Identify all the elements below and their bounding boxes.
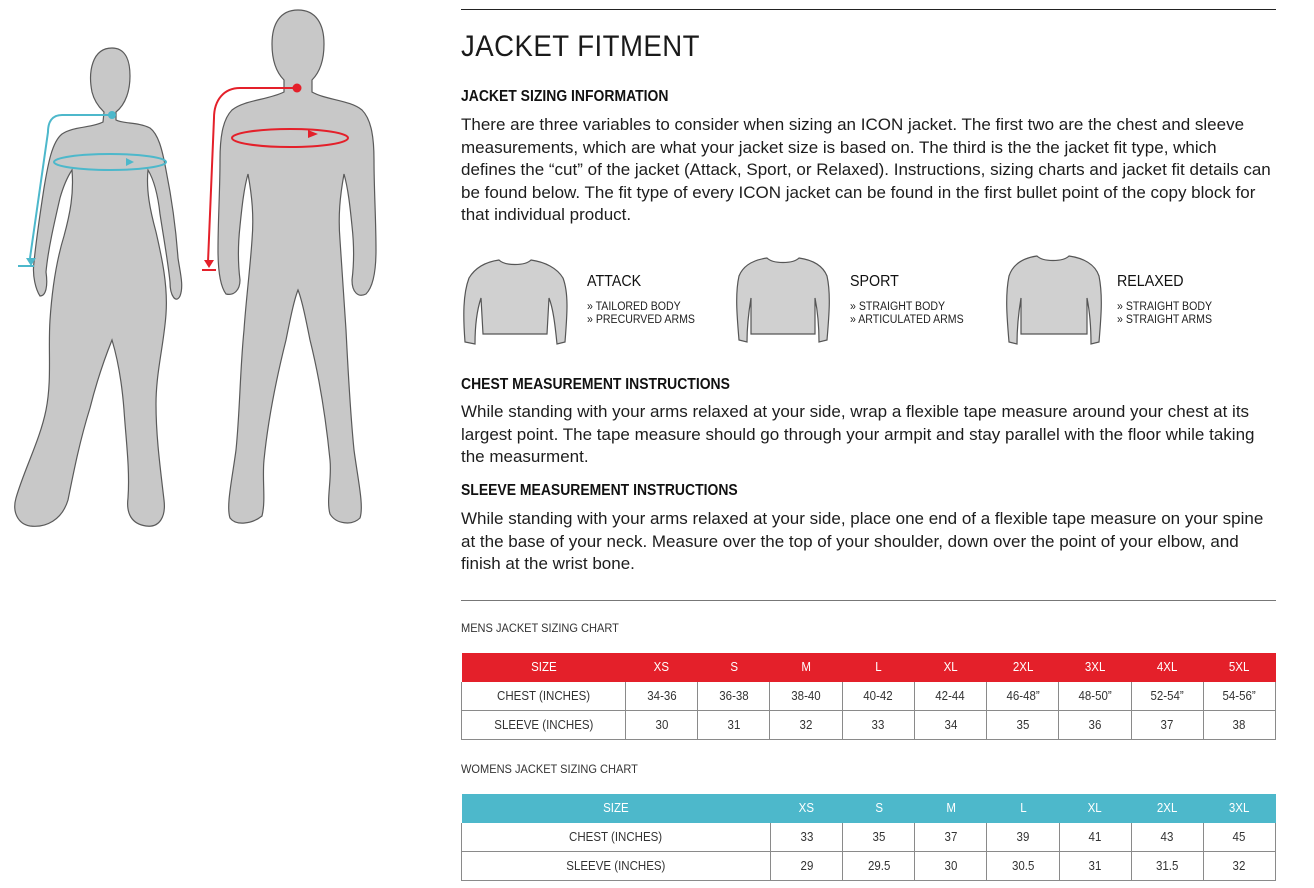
cell-text: L	[1019, 801, 1027, 815]
table-cell	[1203, 682, 1275, 711]
cell-text: 30	[655, 718, 669, 732]
table-header-row	[462, 653, 1276, 682]
table-cell	[987, 682, 1059, 711]
cell-text: 30.5	[1011, 859, 1035, 873]
fit-bullet: » STRAIGHT BODY	[850, 301, 946, 313]
table-cell	[843, 794, 915, 823]
cell-text: 32	[1233, 859, 1246, 873]
cell-text: 31.5	[1156, 859, 1179, 873]
cell-text: 36	[1088, 718, 1102, 732]
cell-text: 41	[1088, 830, 1102, 844]
cell-text: 29.5	[867, 859, 890, 873]
cell-text: 36-38	[719, 689, 749, 703]
table-cell	[626, 653, 698, 682]
table-cell	[1203, 823, 1275, 852]
cell-text: 48-50”	[1078, 689, 1112, 703]
cell-text: CHEST (INCHES)	[496, 689, 591, 703]
cell-text: M	[801, 660, 811, 674]
cell-text: XS	[798, 801, 815, 815]
jacket-attack-icon	[461, 254, 571, 350]
table-cell	[771, 823, 843, 852]
table-cell	[771, 794, 843, 823]
table-cell	[987, 852, 1059, 881]
table-row	[462, 823, 1276, 852]
cell-text: M	[946, 801, 956, 815]
row-label-cell	[462, 794, 771, 823]
cell-text: 3XL	[1084, 660, 1106, 674]
table-cell	[698, 653, 770, 682]
cell-text: 37	[1160, 718, 1174, 732]
table-cell	[1059, 794, 1131, 823]
table-cell	[1059, 823, 1131, 852]
cell-text: XL	[1088, 801, 1103, 815]
fit-name: SPORT	[850, 273, 899, 290]
table-cell	[1059, 682, 1131, 711]
section-divider	[461, 600, 1276, 601]
sleeve-instructions-body: While standing with your arms relaxed at your side, place one end of a flexible tape measure on your spine at the base of your neck. Measure over the top of your shoulder, down over the point of your elbow, and finish at the wrist bone.	[461, 509, 1264, 574]
table-cell	[770, 682, 842, 711]
table-cell	[1203, 711, 1275, 740]
table-cell	[987, 653, 1059, 682]
table-cell	[1059, 711, 1131, 740]
table-cell	[842, 682, 914, 711]
fit-name: ATTACK	[587, 273, 642, 290]
table-cell	[771, 852, 843, 881]
fit-name: RELAXED	[1117, 273, 1184, 290]
sleeve-instructions-heading: SLEEVE MEASUREMENT INSTRUCTIONS	[461, 482, 738, 499]
table-cell	[914, 682, 986, 711]
table-cell	[987, 794, 1059, 823]
table-cell	[915, 852, 987, 881]
table-cell	[1131, 682, 1203, 711]
mens-chart-title: MENS JACKET SIZING CHART	[461, 621, 619, 635]
cell-text: S	[729, 660, 738, 674]
cell-text: 33	[800, 830, 813, 844]
row-label-cell	[462, 711, 626, 740]
chest-instructions-heading: CHEST MEASUREMENT INSTRUCTIONS	[461, 376, 730, 393]
cell-text: 34	[944, 718, 957, 732]
table-cell	[1059, 852, 1131, 881]
fit-bullet: » ARTICULATED ARMS	[850, 314, 964, 326]
cell-text: L	[875, 660, 882, 674]
cell-text: S	[874, 801, 883, 815]
table-cell	[1131, 794, 1203, 823]
cell-text: 33	[871, 718, 885, 732]
chest-instructions-body: While standing with your arms relaxed at your side, wrap a flexible tape measure around your chest at its largest point. The tape measure should go through your armpit and stay parallel with the floor while taking the measurment.	[461, 402, 1255, 467]
cell-text: 2XL	[1012, 660, 1033, 674]
table-cell	[842, 711, 914, 740]
fit-type-sport	[731, 254, 991, 354]
cell-text: 35	[1016, 718, 1030, 732]
table-cell	[626, 682, 698, 711]
top-divider	[461, 9, 1276, 10]
cell-text: 39	[1016, 830, 1030, 844]
table-cell	[770, 711, 842, 740]
fit-type-relaxed	[1001, 254, 1271, 354]
woman-figure	[15, 48, 182, 526]
table-cell	[987, 823, 1059, 852]
cell-text: 2XL	[1157, 801, 1178, 815]
table-cell	[914, 711, 986, 740]
cell-text: 37	[944, 830, 958, 844]
cell-text: 42-44	[935, 689, 966, 703]
table-cell	[987, 711, 1059, 740]
cell-text: 32	[799, 718, 813, 732]
cell-text: 3XL	[1229, 801, 1250, 815]
cell-text: 46-48”	[1006, 689, 1040, 703]
row-label-cell	[462, 823, 771, 852]
table-cell	[698, 711, 770, 740]
table-row	[462, 852, 1276, 881]
cell-text: 54-56”	[1222, 689, 1256, 703]
row-label-cell	[462, 852, 771, 881]
cell-text: 5XL	[1229, 660, 1250, 674]
table-cell	[626, 711, 698, 740]
table-header-row	[462, 794, 1276, 823]
body-figures-illustration	[0, 0, 400, 560]
table-cell	[915, 794, 987, 823]
sizing-info-body: There are three variables to consider when sizing an ICON jacket. The first two are the chest and sleeve measurements, which are what your jacket size is based on. The third is the the jacket fit type, which defines the “cut” of the jacket (Attack, Sport, or Relaxed). Instructions, sizing charts and jacket fit details can be found below. The fit type of every ICON jacket can be found in the first bullet point of the copy block for that individual product.	[461, 115, 1271, 225]
fit-bullet: » TAILORED BODY	[587, 301, 681, 313]
cell-text: 45	[1233, 830, 1246, 844]
cell-text: 38-40	[791, 689, 821, 703]
fit-bullet: » PRECURVED ARMS	[587, 314, 695, 326]
table-cell	[770, 653, 842, 682]
fit-bullet: » STRAIGHT ARMS	[1117, 314, 1213, 326]
cell-text: SIZE	[530, 660, 557, 674]
cell-text: SLEEVE (INCHES)	[493, 718, 594, 732]
table-cell	[915, 823, 987, 852]
table-cell	[1203, 653, 1275, 682]
table-cell	[1131, 852, 1203, 881]
page-title: JACKET FITMENT	[461, 30, 701, 63]
table-cell	[842, 653, 914, 682]
row-label-cell	[462, 653, 626, 682]
table-cell	[1131, 823, 1203, 852]
cell-text: 40-42	[863, 689, 893, 703]
cell-text: XL	[943, 660, 958, 674]
table-cell	[1203, 794, 1275, 823]
measurement-figures	[0, 0, 400, 560]
cell-text: 52-54”	[1150, 689, 1184, 703]
cell-text: SLEEVE (INCHES)	[566, 859, 666, 873]
table-cell	[843, 852, 915, 881]
jacket-sport-icon	[731, 254, 841, 350]
cell-text: 4XL	[1156, 660, 1178, 674]
cell-text: SIZE	[603, 801, 629, 815]
womens-chart-title: WOMENS JACKET SIZING CHART	[461, 762, 638, 776]
table-cell	[1059, 653, 1131, 682]
cell-text: 43	[1160, 830, 1174, 844]
mens-sizing-table	[461, 652, 1276, 740]
cell-text: 31	[1088, 859, 1102, 873]
jacket-relaxed-icon	[1001, 254, 1111, 350]
table-cell	[843, 823, 915, 852]
cell-text: 35	[872, 830, 886, 844]
row-label-cell	[462, 682, 626, 711]
cell-text: 34-36	[646, 689, 677, 703]
cell-text: 29	[800, 859, 813, 873]
table-cell	[1131, 711, 1203, 740]
table-row	[462, 711, 1276, 740]
fit-type-attack	[461, 254, 721, 354]
cell-text: 31	[727, 718, 741, 732]
table-cell	[1131, 653, 1203, 682]
sizing-info-heading: JACKET SIZING INFORMATION	[461, 88, 669, 105]
cell-text: 30	[944, 859, 958, 873]
cell-text: CHEST (INCHES)	[569, 830, 663, 844]
table-cell	[914, 653, 986, 682]
fit-bullet: » STRAIGHT BODY	[1117, 301, 1213, 313]
table-cell	[698, 682, 770, 711]
table-cell	[1203, 852, 1275, 881]
cell-text: 38	[1232, 718, 1246, 732]
table-row	[462, 682, 1276, 711]
womens-sizing-table	[461, 793, 1276, 881]
cell-text: XS	[653, 660, 670, 674]
